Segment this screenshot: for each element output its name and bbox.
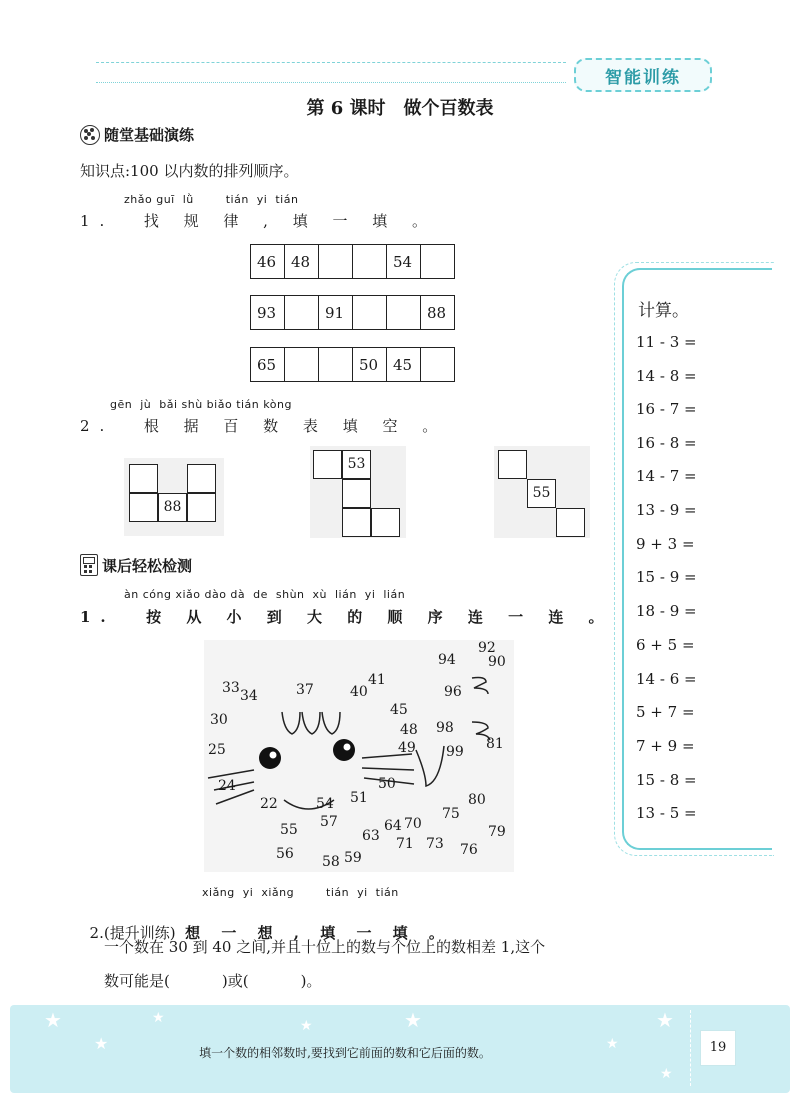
- q4-line2: [104, 970, 321, 991]
- smart-training-badge: 智能训练: [574, 58, 712, 92]
- dot-number[interactable]: 45: [390, 702, 408, 718]
- grid-cell: 53: [342, 450, 371, 479]
- star-icon: ★: [152, 1010, 165, 1026]
- sequence-row-3: [250, 347, 455, 382]
- dot-number[interactable]: 50: [378, 776, 396, 792]
- header-dotted-line: [96, 82, 566, 83]
- dot-number[interactable]: 96: [444, 684, 462, 700]
- sequence-cell[interactable]: [319, 245, 353, 279]
- q4-line2-start: 数可能是(: [104, 972, 170, 990]
- dot-number[interactable]: 41: [368, 672, 386, 688]
- whisker: [208, 770, 254, 778]
- dot-number[interactable]: 33: [222, 680, 240, 696]
- dot-number[interactable]: 24: [218, 778, 236, 794]
- sequence-cell[interactable]: [319, 348, 353, 382]
- grid-cell[interactable]: [187, 493, 216, 522]
- section-practice-title: 随堂基础演练: [104, 126, 195, 144]
- sequence-cell[interactable]: [285, 296, 319, 330]
- wave-stroke: [302, 712, 320, 734]
- q4-line1: 一个数在 30 到 40 之间,并且十位上的数与个位上的数相差 1,这个: [104, 938, 546, 956]
- dot-number[interactable]: 22: [260, 796, 278, 812]
- calculation-title: 计算。: [638, 301, 689, 321]
- q4-label: 2.(提升训练): [89, 924, 176, 942]
- grid-cell[interactable]: [313, 450, 342, 479]
- header-dashed-line: [96, 62, 566, 87]
- sequence-cell: 48: [285, 245, 319, 279]
- lesson-title: 第 6 课时 做个百数表: [306, 98, 494, 119]
- whisker: [362, 768, 414, 770]
- star-icon: ★: [404, 1008, 422, 1032]
- dot-number[interactable]: 90: [488, 654, 506, 670]
- dot-number[interactable]: 98: [436, 720, 454, 736]
- page-number: 19: [700, 1030, 736, 1066]
- wave-stroke: [322, 712, 340, 734]
- q2-text: 2. 根 据 百 数 表 填 空 。: [80, 417, 448, 435]
- footer-tip: 填一个数的相邻数时,要找到它前面的数和它后面的数。: [199, 1046, 491, 1060]
- calculation-item[interactable]: 15 - 9 =: [636, 568, 697, 586]
- sequence-cell: 91: [319, 296, 353, 330]
- grid-cell[interactable]: [187, 464, 216, 493]
- dot-number[interactable]: 57: [320, 814, 338, 830]
- dot-number[interactable]: 37: [296, 682, 314, 698]
- puzzle-drawing: [204, 640, 514, 872]
- star-icon: ★: [94, 1034, 109, 1053]
- grid-cell[interactable]: [342, 508, 371, 537]
- sequence-row-2: [250, 295, 455, 330]
- dot-number[interactable]: 75: [442, 806, 460, 822]
- q4-line2-mid: )或(: [221, 972, 249, 990]
- right-eye: [333, 739, 355, 761]
- film-reel-icon: [80, 125, 100, 145]
- sequence-cell[interactable]: [421, 245, 455, 279]
- section-check-title: 课后轻松检测: [102, 556, 193, 575]
- knowledge-point: 知识点:100 以内数的排列顺序。: [80, 162, 299, 180]
- sequence-cell: 54: [387, 245, 421, 279]
- sequence-cell: 93: [251, 296, 285, 330]
- dot-number[interactable]: 55: [280, 822, 298, 838]
- dot-number[interactable]: 54: [316, 796, 334, 812]
- star-icon: ★: [300, 1018, 313, 1034]
- dot-number[interactable]: 58: [322, 854, 340, 870]
- dot-number[interactable]: 63: [362, 828, 380, 844]
- grid-cell[interactable]: [342, 479, 371, 508]
- grid-cell[interactable]: [556, 508, 585, 537]
- dot-number[interactable]: 94: [438, 652, 456, 668]
- calculation-item[interactable]: 5 + 7 =: [636, 703, 695, 721]
- calculation-panel: [622, 268, 772, 850]
- calculation-item[interactable]: 15 - 8 =: [636, 771, 697, 789]
- dot-number[interactable]: 80: [468, 792, 486, 808]
- dot-number[interactable]: 59: [344, 850, 362, 866]
- dot-number[interactable]: 56: [276, 846, 294, 862]
- dot-number[interactable]: 71: [396, 836, 414, 852]
- calculation-item[interactable]: 16 - 7 =: [636, 400, 697, 418]
- left-eye-shine: [270, 752, 277, 759]
- q1-text: 1. 找 规 律 , 填 一 填 。: [80, 212, 437, 230]
- calculation-item[interactable]: 14 - 8 =: [636, 367, 697, 385]
- dot-number[interactable]: 34: [240, 688, 258, 704]
- sequence-cell[interactable]: [353, 296, 387, 330]
- dot-number[interactable]: 79: [488, 824, 506, 840]
- dot-number[interactable]: 25: [208, 742, 226, 758]
- grid-cell: 88: [158, 493, 187, 522]
- calculation-item[interactable]: 14 - 7 =: [636, 467, 697, 485]
- calculation-item[interactable]: 7 + 9 =: [636, 737, 695, 755]
- section-practice-heading: [80, 124, 194, 145]
- q2-pinyin: gēn jù bǎi shù biǎo tián kòng: [110, 398, 292, 411]
- dot-number[interactable]: 99: [446, 744, 464, 760]
- dot-number[interactable]: 73: [426, 836, 444, 852]
- sequence-cell: 50: [353, 348, 387, 382]
- wave-stroke: [472, 678, 488, 695]
- sequence-cell: 88: [421, 296, 455, 330]
- grid-cell[interactable]: [498, 450, 527, 479]
- dot-number[interactable]: 70: [404, 816, 422, 832]
- grid-cell[interactable]: [129, 493, 158, 522]
- q4-line2-end: )。: [300, 972, 322, 990]
- sequence-row-1: [250, 244, 455, 279]
- sequence-cell[interactable]: [387, 296, 421, 330]
- star-icon: ★: [656, 1008, 674, 1032]
- q1-pinyin: zhǎo guī lǜ tián yi tián: [124, 193, 299, 206]
- calculation-item[interactable]: 14 - 6 =: [636, 670, 697, 688]
- sequence-cell: 46: [251, 245, 285, 279]
- dot-number[interactable]: 76: [460, 842, 478, 858]
- sequence-cell[interactable]: [421, 348, 455, 382]
- dot-number[interactable]: 30: [210, 712, 228, 728]
- calculation-item[interactable]: 6 + 5 =: [636, 636, 695, 654]
- sequence-cell: 45: [387, 348, 421, 382]
- footer-separator: [690, 1010, 691, 1086]
- wave-stroke: [282, 712, 300, 734]
- dot-number[interactable]: 40: [350, 684, 368, 700]
- dot-number[interactable]: 51: [350, 790, 368, 806]
- sequence-cell[interactable]: [285, 348, 319, 382]
- sequence-cell: 65: [251, 348, 285, 382]
- dot-number[interactable]: 81: [486, 736, 504, 752]
- calculation-item[interactable]: 9 + 3 =: [636, 535, 695, 553]
- q4-pinyin: xiǎng yi xiǎng tián yi tián: [202, 886, 399, 899]
- grid-cell[interactable]: [129, 464, 158, 493]
- calculation-item[interactable]: 13 - 5 =: [636, 804, 697, 822]
- sequence-cell[interactable]: [353, 245, 387, 279]
- calculation-item[interactable]: 18 - 9 =: [636, 602, 697, 620]
- left-eye: [259, 747, 281, 769]
- calculation-item[interactable]: 16 - 8 =: [636, 434, 697, 452]
- dot-number[interactable]: 49: [398, 740, 416, 756]
- star-icon: ★: [44, 1008, 62, 1032]
- grid-cell: 55: [527, 479, 556, 508]
- calculator-icon: [80, 554, 98, 576]
- q3-text: 1. 按 从 小 到 大 的 顺 序 连 一 连 。: [80, 608, 614, 626]
- right-eye-shine: [344, 744, 351, 751]
- dot-to-dot-puzzle: [204, 640, 514, 872]
- q4-title: 想 一 想 , 填 一 填 。: [185, 924, 452, 942]
- q3-pinyin: àn cóng xiǎo dào dà de shùn xù lián yi lián: [124, 588, 406, 601]
- grid-cell[interactable]: [371, 508, 400, 537]
- calculation-item[interactable]: 11 - 3 =: [636, 333, 697, 351]
- star-icon: ★: [606, 1036, 619, 1052]
- star-icon: ★: [660, 1066, 673, 1082]
- dot-number[interactable]: 48: [400, 722, 418, 738]
- dot-number[interactable]: 92: [478, 640, 496, 656]
- tail-fin: [416, 746, 444, 786]
- calculation-item[interactable]: 13 - 9 =: [636, 501, 697, 519]
- dot-number[interactable]: 64: [384, 818, 402, 834]
- section-check-heading: [80, 554, 192, 576]
